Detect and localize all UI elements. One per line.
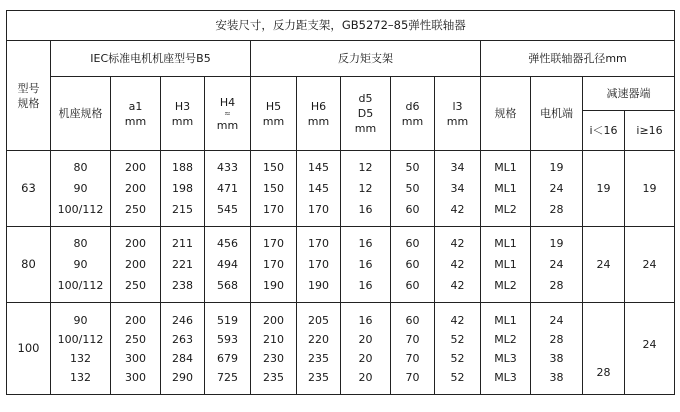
table-title: 安装尺寸，反力距支架，GB5272–85弹性联轴器 [7,11,675,41]
d6-cell: 60 60 60 [391,227,435,303]
table-row [7,151,675,227]
frame-cell: 80 90 100/112 [51,151,111,227]
spec-table [6,10,675,395]
h5-cell: 200 210 230 235 [251,303,297,395]
motor-cell: 24 28 38 38 [531,303,583,395]
l3-header: l3 mm [435,77,481,151]
spec-cell: ML1 ML1 ML2 [481,151,531,227]
motor-cell: 19 24 28 [531,151,583,227]
reducer-high-cell: 19 [625,151,675,227]
reducer-low-cell: 28 [583,303,625,395]
d5-cell: 16 20 20 20 [341,303,391,395]
h3-header: H3 mm [161,77,205,151]
h3-cell: 211 221 238 [161,227,205,303]
spec-cell: ML1 ML1 ML2 [481,227,531,303]
reducer-end-header: 减速器端 [583,77,675,111]
a1-cell: 200 250 300 300 [111,303,161,395]
h6-cell: 145 145 170 [297,151,341,227]
reducer-low-cell: 19 [583,151,625,227]
h4-cell: 433 471 545 [205,151,251,227]
h4-cell: 456 494 568 [205,227,251,303]
iec-group-header: IEC标准电机机座型号B5 [51,41,251,77]
reducer-high-cell: 24 [625,303,675,395]
h5-header: H5 mm [251,77,297,151]
h6-cell: 170 170 190 [297,227,341,303]
l3-cell: 42 42 42 [435,227,481,303]
motor-end-header: 电机端 [531,77,583,151]
spec-header: 规格 [481,77,531,151]
model-header-text: 型号规格 [17,81,40,110]
ratio-high-header: i≥16 [625,111,675,151]
coupling-group-header: 弹性联轴器孔径mm [481,41,675,77]
d6-cell: 50 50 60 [391,151,435,227]
model-cell: 80 [7,227,51,303]
h4-cell: 519 593 679 725 [205,303,251,395]
reducer-low-cell: 24 [583,227,625,303]
a1-cell: 200 200 250 [111,227,161,303]
frame-cell: 80 90 100/112 [51,227,111,303]
a1-cell: 200 200 250 [111,151,161,227]
model-cell: 100 [7,303,51,395]
frame-cell: 90 100/112 132 132 [51,303,111,395]
h6-cell: 205 220 235 235 [297,303,341,395]
l3-cell: 42 52 52 52 [435,303,481,395]
table-row [7,227,675,303]
h4-header: H4 ≈ mm [205,77,251,151]
spec-cell: ML1 ML2 ML3 ML3 [481,303,531,395]
table-row [7,303,675,395]
h5-cell: 170 170 190 [251,227,297,303]
d5-cell: 16 16 16 [341,227,391,303]
d5-header: d5 D5 mm [341,77,391,151]
model-cell: 63 [7,151,51,227]
d5-cell: 12 12 16 [341,151,391,227]
h3-cell: 246 263 284 290 [161,303,205,395]
model-header [7,41,51,151]
h5-cell: 150 150 170 [251,151,297,227]
reducer-high-cell: 24 [625,227,675,303]
ratio-low-header: i＜16 [583,111,625,151]
h3-cell: 188 198 215 [161,151,205,227]
a1-header: a1 mm [111,77,161,151]
reaction-group-header: 反力矩支架 [251,41,481,77]
frame-size-header: 机座规格 [51,77,111,151]
d6-header: d6 mm [391,77,435,151]
d6-cell: 60 70 70 70 [391,303,435,395]
h6-header: H6 mm [297,77,341,151]
l3-cell: 34 34 42 [435,151,481,227]
motor-cell: 19 24 28 [531,227,583,303]
